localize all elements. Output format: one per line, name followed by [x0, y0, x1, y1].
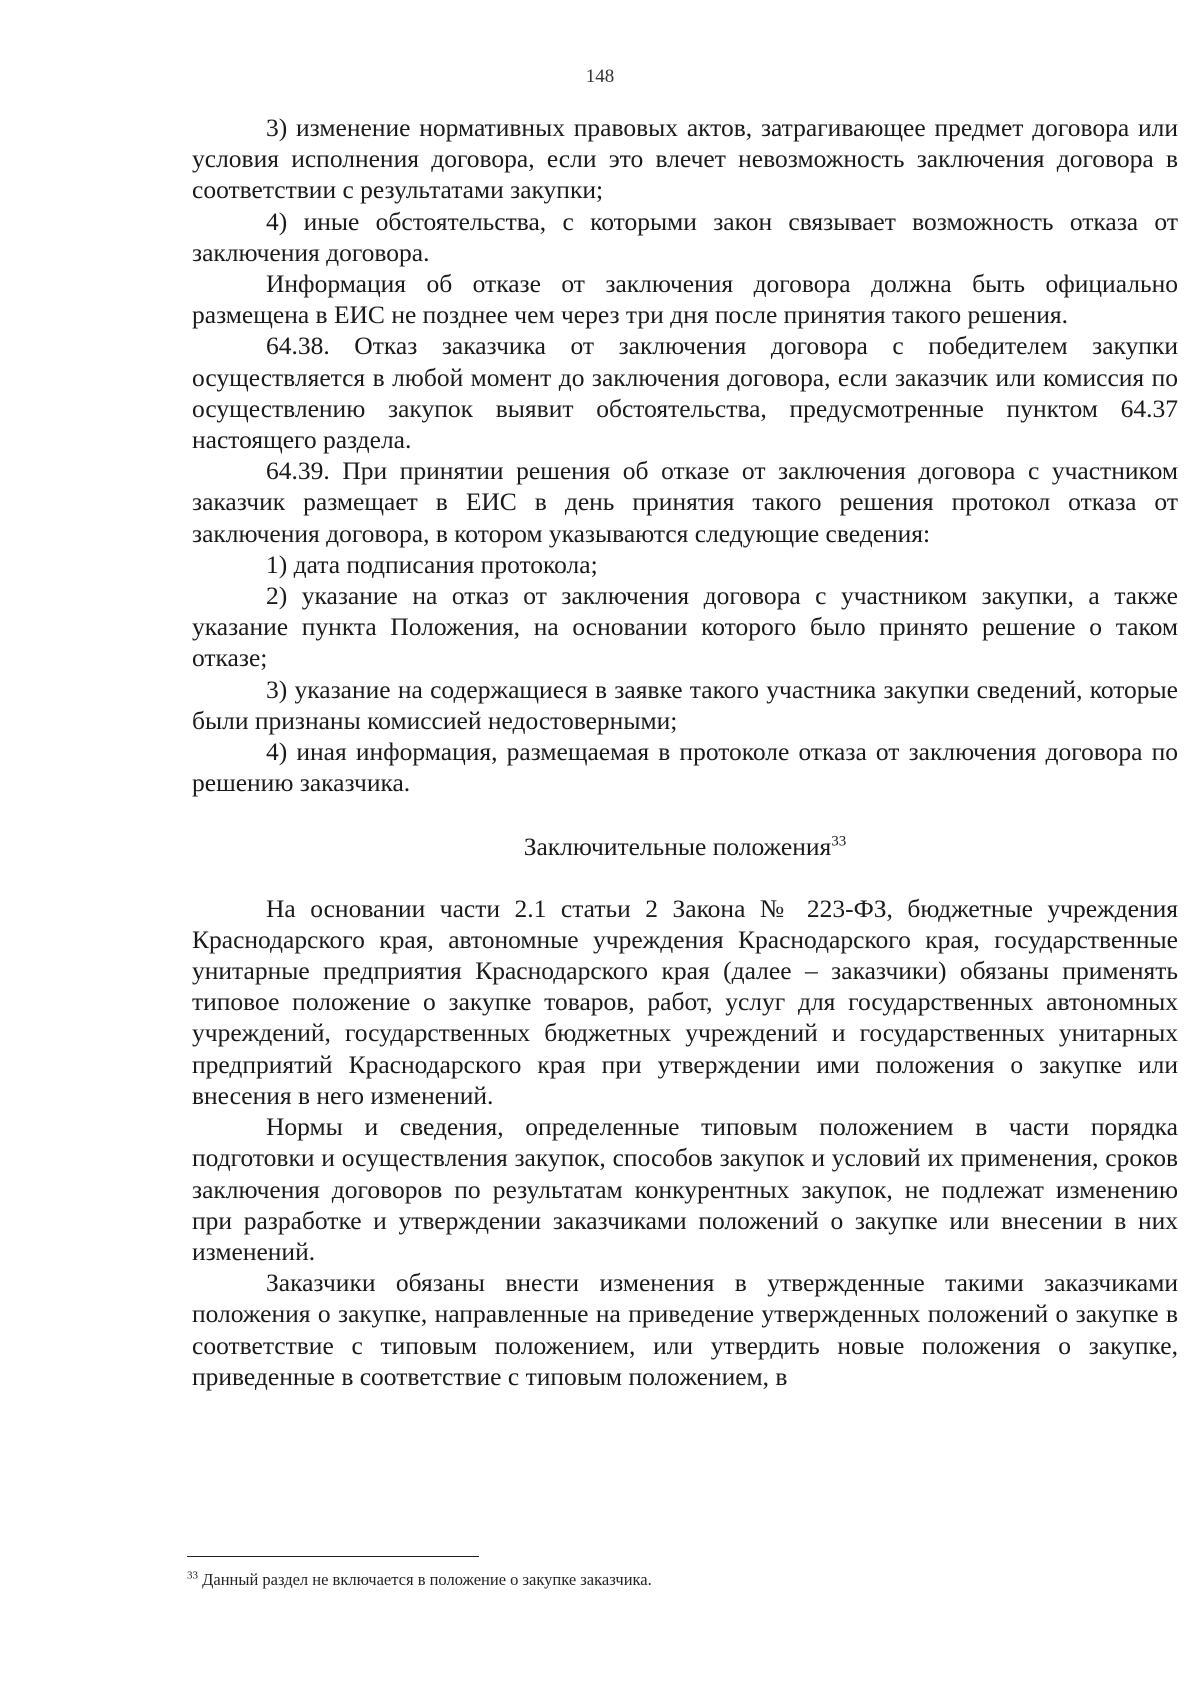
- footnote-reference: 33: [831, 833, 847, 850]
- paragraph: 1) дата подписания протокола;: [266, 549, 598, 579]
- paragraph: 64.39. При принятии решения об отказе от заключения договора с участником заказчик размещает в ЕИС в день принятия такого решения протокол отказа от заключения договора, в котором указываются следующие сведения:: [192, 456, 1178, 548]
- footnote-text: Данный раздел не включается в положение о закупке заказчика.: [202, 1570, 652, 1589]
- footnote: [187, 1570, 1087, 1590]
- paragraph: Заказчики обязаны внести изменения в утвержденные такими заказчиками положения о закупке, направленные на приведение утвержденных положений о закупке в соответствие с типовым положением, или утвердить новые положения о закупке, приведенные в соответствие с типовым положением, в: [192, 1268, 1178, 1391]
- paragraph: 4) иные обстоятельства, с которыми закон связывает возможность отказа от заключения договора.: [192, 206, 1178, 267]
- paragraph: 2) указание на отказ от заключения договора с участником закупки, а также указание пункта Положения, на основании которого было принято решение о таком отказе;: [192, 581, 1178, 673]
- paragraph: 64.38. Отказ заказчика от заключения договора с победителем закупки осуществляется в любой момент до заключения договора, если заказчик или комиссия по осуществлению закупок выявит обстоятельства, предусмотренные пунктом 64.37 настоящего раздела.: [192, 331, 1178, 455]
- body-text: [192, 112, 1178, 1392]
- footnote-divider: [187, 1556, 479, 1557]
- paragraph: Информация об отказе от заключения договора должна быть официально размещена в ЕИС не позднее чем через три дня после принятия такого решения.: [192, 269, 1178, 330]
- footnote-number: 33: [187, 1569, 198, 1582]
- section-heading: [192, 831, 1178, 862]
- paragraph: 4) иная информация, размещаемая в протоколе отказа от заключения договора по решению заказчика.: [192, 737, 1178, 798]
- paragraph: 3) указание на содержащиеся в заявке такого участника закупки сведений, которые были признаны комиссией недостоверными;: [192, 674, 1178, 735]
- paragraph: Нормы и сведения, определенные типовым положением в части порядка подготовки и осуществления закупок, способов закупок и условий их применения, сроков заключения договоров по результатам конкурентных закупок, не подлежат изменению при разработке и утверждении заказчиками положений о закупке или внесении в них изменений.: [192, 1112, 1178, 1266]
- paragraph: На основании части 2.1 статьи 2 Закона № 223-ФЗ, бюджетные учреждения Краснодарского края, автономные учреждения Краснодарского края, государственные унитарные предприятия Краснодарского края (далее – заказчики) обязаны применять типовое положение о закупке товаров, работ, услуг для государственных автономных учреждений, государственных бюджетных учреждений и государственных унитарных предприятий Краснодарского края при утверждении ими положения о закупке или внесения в него изменений.: [192, 893, 1178, 1110]
- section-heading-text: Заключительные положения: [523, 832, 832, 862]
- page-number: 148: [585, 66, 615, 87]
- paragraph: 3) изменение нормативных правовых актов, затрагивающее предмет договора или условия исполнения договора, если это влечет невозможность заключения договора в соответствии с результатами закупки;: [192, 113, 1178, 205]
